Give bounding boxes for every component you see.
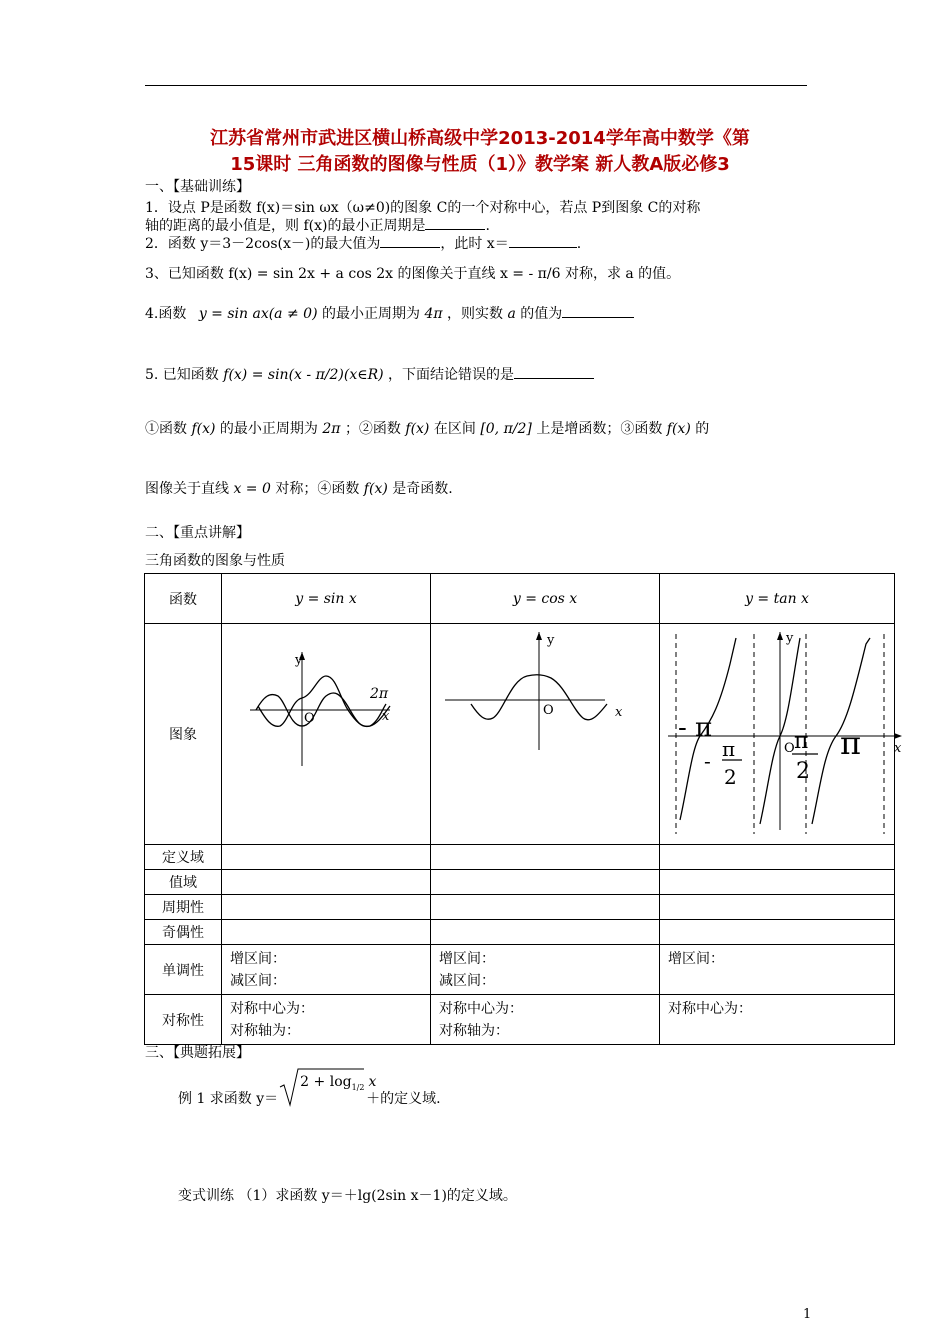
row-label-symmetry: 对称性: [145, 995, 222, 1045]
cos-origin-label: O: [543, 703, 554, 718]
tan-half-pi-den: 2: [796, 759, 810, 784]
cos-dec-label: 减区间：: [439, 972, 495, 989]
row-label-monotonic: 单调性: [145, 945, 222, 995]
row-label-domain: 定义域: [145, 845, 222, 870]
doc-title-line2: 15课时 三角函数的图像与性质（1）》教学案 新人教A版必修3: [230, 154, 730, 175]
section2-subheading: 三角函数的图象与性质: [145, 553, 285, 569]
example1: 例 1 求函数 y＝ $2 + \log_{1/2} x$ ＋的定义域.: [178, 1085, 441, 1108]
cos-graph-cell: [431, 624, 660, 845]
sin-inc-label: 增区间：: [230, 950, 286, 967]
q5: 5. 已知函数 f(x) = sin(x - π/2)(x∈R) ，下面结论错误的是: [145, 366, 594, 384]
tan-y-arrow: [777, 632, 783, 640]
cos-symmetry-cell: [431, 995, 660, 1045]
sqrt-body: $2 + \log_{1/2} x$: [300, 1074, 377, 1092]
tan-inc-label: 增区间：: [668, 951, 724, 967]
doc-title-line1: 江苏省常州市武进区横山桥高级中学2013-2014学年高中数学《第: [210, 128, 750, 149]
header-rule: [145, 85, 807, 86]
header-tan: y = tan x: [660, 574, 895, 624]
cos-graph: [431, 624, 659, 840]
row-label-range: 值域: [145, 870, 222, 895]
table-row: [145, 845, 895, 870]
section2-heading: 二、【重点讲解】: [145, 525, 250, 541]
sin-2pi-label: 2π: [370, 686, 389, 702]
tan-x-arrow: [894, 733, 902, 739]
table-header-row: [145, 574, 895, 624]
section1-heading: 一、【基础训练】: [145, 179, 250, 195]
graph-row-label: 图象: [145, 624, 222, 845]
page-number: 1: [803, 1307, 812, 1322]
table-row: [145, 870, 895, 895]
q1-line2: 轴的距离的最小值是，则 f(x)的最小正周期是 .: [145, 218, 490, 234]
row-label-period: 周期性: [145, 895, 222, 920]
tan-neg-sign: -: [704, 749, 711, 773]
header-func: 函数: [145, 574, 222, 624]
cos-axis-label: 对称轴为：: [439, 1022, 509, 1039]
tan-neg-half-pi-num: π: [722, 737, 736, 761]
sin-graph: [222, 624, 430, 840]
tan-half-pi-num: π: [794, 729, 809, 754]
tan-origin-label: O: [784, 741, 795, 756]
table-row-symmetry: [145, 995, 895, 1045]
table-row: [145, 920, 895, 945]
q4: 4.函数 y = sin ax(a ≠ 0) 的最小正周期为 4π ，则实数 a 的值为: [145, 305, 634, 323]
q3: 3、已知函数 f(x) = sin 2x + a cos 2x 的图像关于直线 x = - π/6 对称，求 a 的值。: [145, 266, 681, 282]
trig-properties-table: [144, 573, 902, 1045]
variant-exercise-1: 变式训练 （1）求函数 y＝＋lg(2sin x－1)的定义域。: [178, 1188, 517, 1204]
sin-y-label: y: [295, 653, 303, 668]
q5-options-line1: ①函数 f(x) 的最小正周期为 2π ；②函数 f(x) 在区间 [0, π/2] 上是增函数；③函数 f(x) 的: [145, 421, 710, 437]
cos-monotonic-cell: [431, 945, 660, 995]
table-row: [145, 895, 895, 920]
sin-x-label: x: [382, 709, 390, 724]
section3-heading: 三、【典题拓展】: [145, 1045, 250, 1061]
sin-origin-label: O: [304, 711, 315, 726]
tan-y-label: y: [786, 631, 794, 646]
sqrt-expression: [278, 1074, 377, 1103]
tan-x-label: x: [894, 741, 902, 756]
tan-graph: [660, 624, 902, 840]
graph-row: [145, 624, 895, 845]
sin-center-label: 对称中心为：: [230, 1000, 314, 1017]
header-sin: y = sin x: [222, 574, 431, 624]
sin-symmetry-cell: [222, 995, 431, 1045]
cos-y-label: y: [547, 633, 555, 648]
tan-symmetry-cell: [660, 995, 895, 1045]
sin-monotonic-cell: [222, 945, 431, 995]
table-row-monotonic: [145, 945, 895, 995]
row-label-parity: 奇偶性: [145, 920, 222, 945]
tan-center-label: 对称中心为：: [668, 1001, 752, 1017]
sin-graph-cell: [222, 624, 431, 845]
tan-pi-label: π: [840, 724, 862, 762]
tan-graph-cell: [660, 624, 902, 845]
cos-x-label: x: [615, 705, 623, 720]
sin-axis-label: 对称轴为：: [230, 1022, 300, 1039]
q1-line1: 1．设点 P是函数 f(x)＝sin ωx（ω≠0)的图象 C的一个对称中心，若点 P到图象 C的对称: [145, 200, 701, 216]
tan-neg-half-pi-den: 2: [724, 765, 737, 789]
cos-y-arrow: [536, 632, 542, 640]
cos-center-label: 对称中心为：: [439, 1000, 523, 1017]
q2: 2．函数 y＝3－2cos(x－)的最大值为 ，此时 x＝ .: [145, 236, 582, 252]
tan-neg-pi-label: - π: [678, 713, 713, 743]
tan-monotonic-cell: [660, 945, 895, 995]
header-cos: y = cos x: [431, 574, 660, 624]
q5-options-line2: 图像关于直线 x = 0 对称；④函数 f(x) 是奇函数.: [145, 481, 453, 497]
cos-inc-label: 增区间：: [439, 950, 495, 967]
sin-dec-label: 减区间：: [230, 972, 286, 989]
